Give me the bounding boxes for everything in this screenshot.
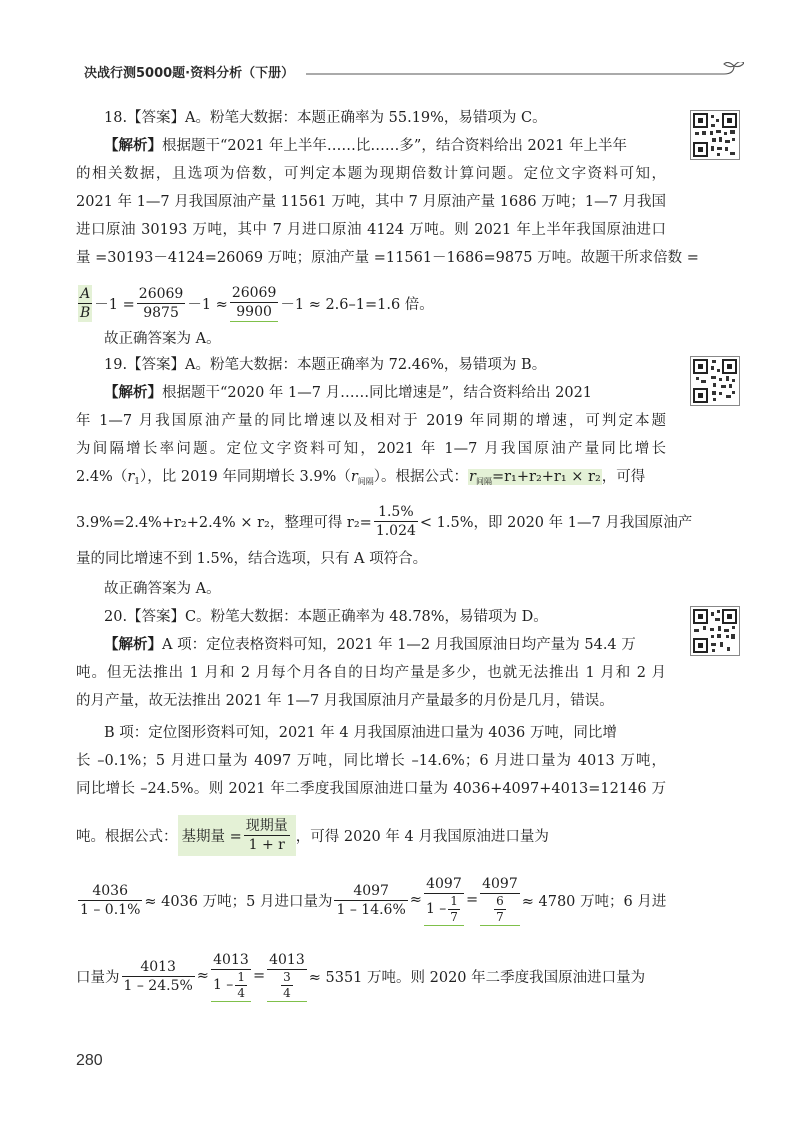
q19-line-4: 为间隔增长率问题。定位文字资料可知，2021 年 1—7 月我国原油产量同比增长 [76,441,666,457]
formula-text: 3.9%=2.4%+r₂+2.4% × r₂，整理可得 r₂= [76,514,372,531]
fraction: $\frac{26069}{9875}$ [138,285,184,321]
q20-analysis-line-1 [104,634,664,656]
fraction: $\frac{4013}{1 - 24.5\%}$ [123,958,193,994]
q19-answer: 19.【答案】A。粉笔大数据：本题正确率为 72.46%，易错项为 B。 [104,357,547,373]
q19-line-3: 年 1—7 月我国原油产量的同比增速以及相对于 2019 年同期的增速，可判定本题 [76,413,666,429]
fraction-a-over-b: $\frac{A}{B}$ [80,285,91,321]
formula-text: －1 ≈ 2.6–1=1.6 倍。 [280,296,434,313]
qr-code-icon[interactable] [690,356,740,406]
equals-sign: = [465,892,479,908]
formula-text: ≈ 4036 万吨；5 月进口量为 [144,893,333,910]
q18-analysis-line-1 [104,135,664,157]
fraction: 4097 1 – $\frac{1}{7}$ [424,875,464,926]
formula-text: 口量为 [76,969,120,986]
qr-code-icon[interactable] [690,606,740,656]
q19-line-5: $2.4\%(r_1)$，比 2019 年同期增长 $3.9\%(r_{间隔})$。根据公式：$r_{间隔}=r_1+r_2+r_1 \times r_2$，可得 [76,469,646,487]
q20-answer-line [104,606,664,628]
q19-analysis-text: 根据题干“2020 年 1—7 月……同比增速是”，结合资料给出 2021 [162,385,593,401]
q20-line-4: 的月产量，故无法推出 2021 年 1—7 月我国原油月产量最多的月份是几月，错误。 [76,693,614,709]
formula-text: 吨。根据公式： [76,828,178,845]
q18-answer-line [104,107,664,129]
q18-line-5: 进口原油 30193 万吨，其中 7 月进口原油 4124 万吨。则 2021 年上半年我国原油进口 [76,222,666,238]
q20-line-6: 长 –0.1%；5 月进口量为 4097 万吨，同比增长 –14.6%；6 月进口量为 4013 万吨， [76,753,666,769]
q18-conclusion: 故正确答案为 A。 [104,331,221,347]
analysis-tag: 【解析】 [104,384,162,401]
fraction: $\frac{4097}{1 - 14.6\%}$ [336,882,406,918]
formula-text: －1 ≈ [187,296,228,313]
q19-line-7: 量的同比增速不到 1.5%，结合选项，只有 A 项符合。 [76,551,428,567]
header-title: 决战行测5000题·资料分析（下册） [84,66,295,81]
q18-formula [76,278,666,328]
q18-analysis-text: 根据题干“2021 年上半年……比……多”，结合资料给出 2021 年上半年 [162,138,627,154]
fraction: $\frac{26069}{9900}$ [231,285,277,320]
q20-calc-line-2 [76,940,666,1012]
fraction: $\frac{1.5\%}{1.024}$ [375,503,416,539]
q20-answer: 20.【答案】C。粉笔大数据：本题正确率为 48.78%，易错项为 D。 [104,609,548,625]
q19-conclusion: 故正确答案为 A。 [104,581,221,597]
q20-line-3: 吨。但无法推出 1 月和 2 月每个月各自的日均产量是多少，也就无法推出 1 月和 2 月 [76,665,666,681]
q20-base-formula-line [76,810,666,860]
sprout-icon [724,62,744,74]
formula-text: －1 = [94,296,135,313]
q19-formula-line [76,496,693,546]
page-number: 280 [76,1052,103,1069]
formula-text: ≈ 4780 万吨；6 月进 [521,893,667,910]
approx-sign: ≈ [196,968,209,984]
analysis-tag: 【解析】 [104,137,162,154]
equals-sign: = [252,968,266,984]
formula-text: ≈ 5351 万吨。则 2020 年二季度我国原油进口量为 [308,969,646,986]
q20-line-7: 同比增长 –24.5%。则 2021 年二季度我国原油进口量为 4036+4097+4013=12146 万 [76,781,666,797]
qr-code-icon[interactable] [690,110,740,160]
q19-analysis-line-1 [104,382,664,404]
formula-text: ，可得 2020 年 4 月我国原油进口量为 [295,828,549,845]
q18-line-3: 的相关数据，且选项为倍数，可判定本题为现期倍数计算问题。定位文字资料可知， [76,166,666,182]
fraction: 4013 1 – $\frac{1}{4}$ [211,951,251,1002]
base-period-formula: 基期量 = $\frac{\text{现期量}}{1 + r}$ [178,815,296,856]
q20-line-5: B 项：定位图形资料可知，2021 年 4 月我国原油进口量为 4036 万吨，同比增 [104,725,617,741]
q18-line-6: 量 =30193－4124=26069 万吨；原油产量 =11561－1686=9875 万吨。故题干所求倍数 = [76,250,699,266]
approx-sign: ≈ [409,892,422,908]
q19-answer-line [104,354,664,376]
q20-analysis-text: A 项：定位表格资料可知，2021 年 1—2 月我国原油日均产量为 54.4 万 [162,637,636,653]
formula-text: < 1.5%，即 2020 年 1—7 月我国原油产 [419,514,693,531]
q18-answer: 18.【答案】A。粉笔大数据：本题正确率为 55.19%，易错项为 C。 [104,110,547,126]
running-header [84,62,744,92]
fraction: $\frac{4097}{\frac{6}{7}}$ [482,875,518,924]
fraction: $\frac{\text{现期量}}{1 + r}$ [245,817,288,853]
fraction: $\frac{4013}{\frac{3}{4}}$ [269,951,305,1000]
analysis-tag: 【解析】 [104,636,162,653]
fraction: $\frac{4036}{1 - 0.1\%}$ [80,882,141,918]
q18-line-4: 2021 年 1—7 月我国原油产量 11561 万吨，其中 7 月原油产量 1686 万吨；1—7 月我国 [76,194,666,210]
q20-calc-line-1 [76,864,666,936]
